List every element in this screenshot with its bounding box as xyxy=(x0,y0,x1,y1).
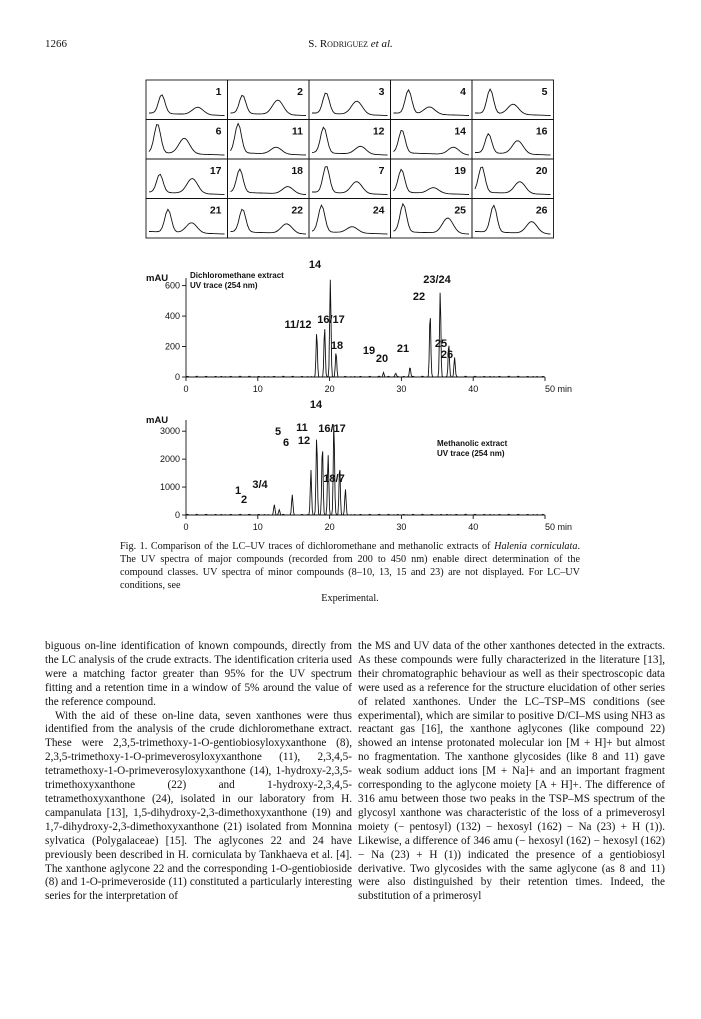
peak-label: 21 xyxy=(396,343,410,355)
spectrum-curve xyxy=(231,96,307,116)
caption-tail: . The UV spectra of major compounds (recorded from 200 to 450 nm) enable direct determination of the compound classes. UV spectra of minor compounds (8–10, 13, 15 and 23) are not displayed. For LC–UV conditions, see xyxy=(120,541,580,591)
peak-label: 23/24 xyxy=(423,274,451,286)
chromatogram-dichloromethane xyxy=(146,259,572,394)
spectrum-curve xyxy=(312,167,388,195)
x-tick-label: 0 xyxy=(183,384,189,394)
x-tick-label: 30 xyxy=(396,522,407,532)
peak-label: 19 xyxy=(362,345,376,357)
caption-lead: Fig. 1. Comparison of the LC–UV traces of dichloromethane and methanolic extracts of xyxy=(120,541,495,552)
spectrum-label: 16 xyxy=(535,125,548,138)
chart-title: Methanolic extract xyxy=(437,439,508,448)
paragraph: the MS and UV data of the other xanthones detected in the extracts. As these compounds were fully characterized in the literature [13], their chromatographic behaviour as well as their spectroscopic data were used as a reference for the structure elucidation of other series of related xanthones. Under the LC–TSP–MS conditions (see experimental), which are similar to positive D/CI–MS using NH3 as reactant gas [16], the xanthone aglycones (like compound 22) showed an intense protonated molecular ion [M + H]+ but almost no fragmentation. The xanthone glycosides (like 8 and 11) gave weak sodium adduct ions [M + Na]+ and an important fragment corresponding to the aglycone moiety [A + H]+. The difference of 316 amu between those two peaks in the TSP–MS spectrum of the glycosyl xanthone was characteristic of the loss of a primeverosyl moiety (− pentosyl) (132) − hexosyl (162) − Na (23) + H (1)). Likewise, a difference of 346 amu (− hexosyl (162) − hexosyl (162) − Na (23) + H (1)) indicated the presence of a gentiobiosyl derivative. Two glycosides with the same aglycone (as 8 and 11) were also distinguished by their retention times. Indeed, the substitution of a primerosyl xyxy=(358,640,665,903)
spectrum-label: 4 xyxy=(460,86,466,98)
spectrum-curve xyxy=(149,125,225,155)
spectrum-label: 3 xyxy=(378,86,385,98)
peak-label: 2 xyxy=(240,494,248,506)
y-axis-label: mAU xyxy=(146,273,169,284)
peak-label: 6 xyxy=(282,437,290,449)
paragraph: With the aid of these on-line data, seven xanthones were thus identified from the analysis of the crude dichloromethane extract. These were 2,3,5-trimethoxy-1-O-gentiobiosyloxyxanthone (8), 2,3,5-trimethoxy-1-O-primeverosyloxyxanthone (11), 2,3,4,5-tetramethoxy-1-O-primeverosyloxyxanthone (14), 1-hydroxy-2,3,5-trimethoxyxanthone (22) and 1-hydroxy-2,3,4,5-tetramethoxyxanthone (24), isolated in our laboratory from H. campanulata [13], 1,5-dihydroxy-2,3-dimethoxyxanthone (19) and 1,7-dihydroxy-2,3-dimethoxyxanthone (21) isolated from Monnina sylvatica (Polygalaceae) [15]. The aglycones 22 and 24 have previously been described in H. corniculata by Tankhaeva et al. [4]. The xanthone aglycone 22 and the corresponding 1-O-gentiobioside (8) and 1-O-primeveroside (11) constituted a particularly interesting series for the interpretation of xyxy=(45,709,352,903)
spectrum-label: 19 xyxy=(454,165,466,177)
x-tick-label: 40 xyxy=(468,384,479,394)
figure-caption xyxy=(120,540,580,605)
chart-title: Dichloromethane extract xyxy=(190,271,284,280)
spectrum-label: 24 xyxy=(372,204,385,217)
peak-label: 18 xyxy=(330,340,344,352)
spectrum-curve xyxy=(475,89,551,115)
x-tick-label: 50 min xyxy=(545,384,573,394)
spectrum-label: 18 xyxy=(291,165,303,177)
x-tick-label: 20 xyxy=(324,384,335,394)
peak-label: 16/17 xyxy=(317,314,345,326)
y-tick-label: 1000 xyxy=(159,482,180,493)
x-tick-label: 40 xyxy=(468,522,479,532)
spectrum-label: 12 xyxy=(372,125,385,138)
caption-last-line: Experimental. xyxy=(321,593,379,604)
peak-label: 14 xyxy=(308,259,322,271)
spectrum-curve xyxy=(149,95,225,116)
spectrum-label: 7 xyxy=(378,165,385,177)
spectrum-label: 20 xyxy=(535,165,548,177)
body-column-right xyxy=(358,640,665,904)
peak-label: 20 xyxy=(375,353,389,365)
x-tick-label: 30 xyxy=(396,384,407,394)
x-tick-label: 0 xyxy=(183,522,189,532)
peak-label: 3/4 xyxy=(252,479,268,491)
peak-label: 11/12 xyxy=(284,319,312,331)
paragraph: biguous on-line identification of known compounds, directly from the LC analysis of the crude extracts. The identification criteria used were a matching factor greater than 95% for the UV spectrum fitting and a retention time in a window of 5% around the value of the reference compound. xyxy=(45,640,352,708)
y-tick-label: 200 xyxy=(164,341,180,352)
caption-species: Halenia corniculata xyxy=(494,541,578,552)
peak-label: 1 xyxy=(234,485,242,497)
spectrum-label: 26 xyxy=(535,204,548,217)
spectrum-label: 1 xyxy=(215,86,222,98)
peak-label: 16/17 xyxy=(318,423,346,435)
peak-label: 22 xyxy=(412,291,426,303)
running-head-authors: S. Rodriguez xyxy=(308,38,369,50)
y-tick-label: 0 xyxy=(174,372,180,382)
peak-label: 11 xyxy=(296,422,308,434)
peak-label: 5 xyxy=(274,426,282,438)
peak-label: 14 xyxy=(309,399,323,411)
running-head-etal: et al. xyxy=(370,38,393,50)
x-tick-label: 50 min xyxy=(545,522,573,532)
x-tick-label: 20 xyxy=(324,522,335,532)
page-number: 1266 xyxy=(45,38,67,50)
spectrum-label: 2 xyxy=(297,86,303,98)
x-tick-label: 10 xyxy=(252,522,263,532)
y-tick-label: 0 xyxy=(174,510,180,520)
y-tick-label: 600 xyxy=(164,280,180,291)
spectrum-curve xyxy=(149,174,225,194)
spectrum-label: 25 xyxy=(454,204,466,217)
peak-label: 18/7 xyxy=(323,473,345,485)
y-tick-label: 3000 xyxy=(159,426,180,437)
y-axis-label: mAU xyxy=(146,415,169,426)
chart-subtitle: UV trace (254 nm) xyxy=(437,449,505,458)
spectrum-curve xyxy=(394,90,470,116)
peak-label: 25 xyxy=(434,338,448,350)
chromatogram-trace xyxy=(186,280,545,377)
spectrum-curve xyxy=(312,93,388,115)
x-tick-label: 10 xyxy=(252,384,263,394)
y-tick-label: 400 xyxy=(164,311,180,322)
spectrum-label: 21 xyxy=(209,204,222,217)
spectrum-label: 11 xyxy=(291,125,303,138)
body-column-left xyxy=(45,640,352,904)
spectrum-label: 14 xyxy=(454,125,466,138)
y-tick-label: 2000 xyxy=(159,454,180,465)
peak-label: 26 xyxy=(440,349,454,361)
spectrum-label: 5 xyxy=(541,86,548,98)
spectrum-label: 22 xyxy=(291,204,303,217)
chromatogram-methanolic xyxy=(146,399,572,532)
spectrum-label: 6 xyxy=(215,125,222,138)
spectrum-label: 17 xyxy=(209,165,222,177)
peak-label: 12 xyxy=(297,435,311,447)
uv-spectra-grid xyxy=(146,80,554,238)
chart-subtitle: UV trace (254 nm) xyxy=(190,281,258,290)
